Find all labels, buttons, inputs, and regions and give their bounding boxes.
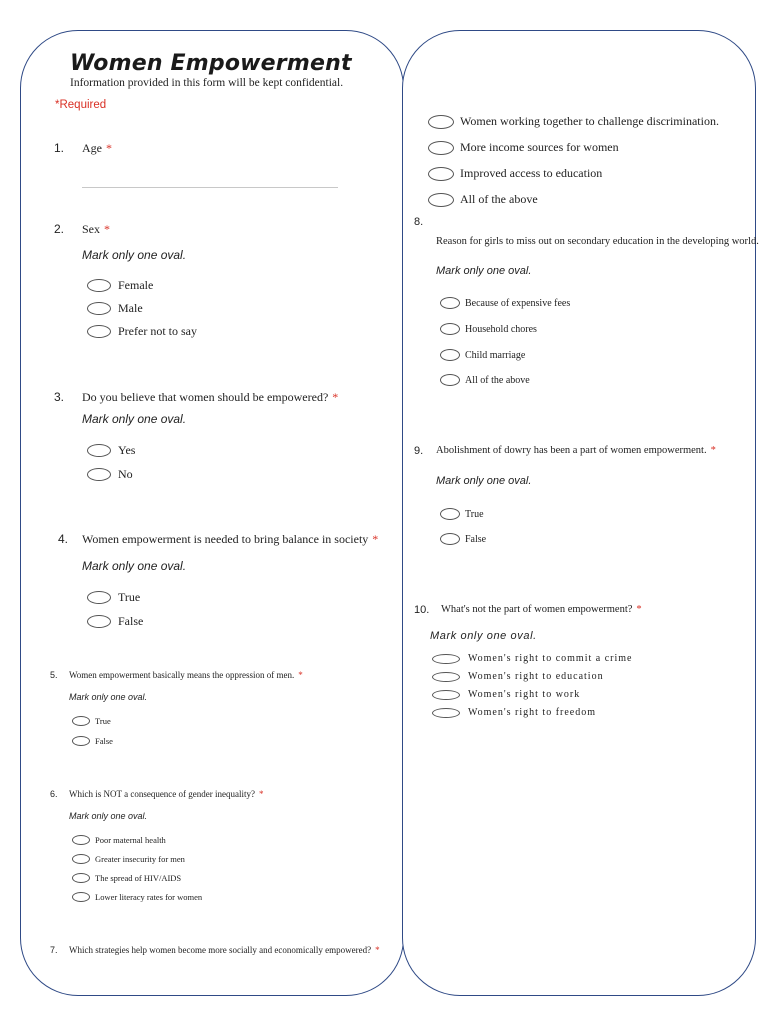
- radio-oval-icon: [87, 302, 111, 315]
- q7-option-all-above[interactable]: All of the above: [428, 192, 538, 207]
- q2-option-male[interactable]: Male: [87, 301, 143, 316]
- radio-oval-icon: [87, 615, 111, 628]
- question-7-number: 7.: [50, 945, 58, 955]
- q2-option-female[interactable]: Female: [87, 278, 153, 293]
- question-5-text: Women empowerment basically means the oppression of men. *: [69, 670, 303, 680]
- radio-oval-icon: [432, 690, 460, 700]
- q3-option-yes[interactable]: Yes: [87, 443, 135, 458]
- question-9-number: 9.: [414, 445, 424, 457]
- question-3-hint: Mark only one oval.: [82, 412, 187, 426]
- radio-oval-icon: [440, 374, 460, 386]
- question-9-text: Abolishment of dowry has been a part of women empowerment. *: [436, 445, 716, 456]
- age-input-field[interactable]: [82, 187, 338, 188]
- radio-oval-icon: [428, 193, 454, 207]
- radio-oval-icon: [72, 892, 90, 902]
- radio-oval-icon: [440, 533, 460, 545]
- question-2-text: Sex *: [82, 222, 110, 236]
- radio-oval-icon: [440, 323, 460, 335]
- radio-oval-icon: [72, 835, 90, 845]
- q7-option-working-together[interactable]: Women working together to challenge discrimination.: [428, 114, 719, 129]
- question-4-text: Women empowerment is needed to bring balance in society *: [82, 532, 379, 546]
- radio-oval-icon: [440, 349, 460, 361]
- radio-oval-icon: [87, 468, 111, 481]
- question-10-hint: Mark only one oval.: [430, 630, 537, 642]
- q10-option-work[interactable]: Women's right to work: [432, 689, 580, 700]
- radio-oval-icon: [440, 297, 460, 309]
- question-4-hint: Mark only one oval.: [82, 559, 187, 573]
- radio-oval-icon: [87, 325, 111, 338]
- q5-option-true[interactable]: True: [72, 716, 111, 726]
- question-6-text: Which is NOT a consequence of gender inequality? *: [69, 789, 264, 799]
- question-1-text: Age *: [82, 141, 112, 155]
- question-10-text: What's not the part of women empowerment? *: [441, 604, 642, 615]
- q9-option-false[interactable]: False: [440, 533, 486, 545]
- question-9-hint: Mark only one oval.: [436, 475, 532, 487]
- question-8-hint: Mark only one oval.: [436, 265, 532, 277]
- form-subtitle: Information provided in this form will be kept confidential.: [70, 77, 344, 89]
- question-6-number: 6.: [50, 789, 58, 799]
- radio-oval-icon: [72, 716, 90, 726]
- radio-oval-icon: [72, 736, 90, 746]
- radio-oval-icon: [87, 279, 111, 292]
- radio-oval-icon: [428, 167, 454, 181]
- radio-oval-icon: [87, 591, 111, 604]
- question-7-text: Which strategies help women become more socially and economically empowered? *: [69, 945, 380, 955]
- radio-oval-icon: [432, 672, 460, 682]
- q6-option-hiv-aids[interactable]: The spread of HIV/AIDS: [72, 873, 181, 883]
- question-4-number: 4.: [58, 532, 69, 546]
- q8-option-household-chores[interactable]: Household chores: [440, 323, 537, 335]
- radio-oval-icon: [432, 708, 460, 718]
- q10-option-freedom[interactable]: Women's right to freedom: [432, 707, 596, 718]
- q8-option-all-above[interactable]: All of the above: [440, 374, 530, 386]
- q2-option-prefer-not[interactable]: Prefer not to say: [87, 324, 197, 339]
- q7-option-income-sources[interactable]: More income sources for women: [428, 140, 619, 155]
- q10-option-education[interactable]: Women's right to education: [432, 671, 604, 682]
- q6-option-insecurity-men[interactable]: Greater insecurity for men: [72, 854, 185, 864]
- question-8-text: Reason for girls to miss out on secondary education in the developing world.: [436, 236, 759, 247]
- q7-option-education-access[interactable]: Improved access to education: [428, 166, 602, 181]
- radio-oval-icon: [428, 115, 454, 129]
- q8-option-child-marriage[interactable]: Child marriage: [440, 349, 525, 361]
- q4-option-true[interactable]: True: [87, 590, 140, 605]
- required-note: *Required: [55, 99, 107, 111]
- q9-option-true[interactable]: True: [440, 508, 484, 520]
- radio-oval-icon: [72, 873, 90, 883]
- question-3-text: Do you believe that women should be empowered? *: [82, 390, 339, 404]
- left-form-panel: [20, 30, 404, 996]
- radio-oval-icon: [440, 508, 460, 520]
- question-8-number: 8.: [414, 216, 424, 228]
- question-2-hint: Mark only one oval.: [82, 248, 187, 262]
- form-title: Women Empowerment: [70, 51, 352, 76]
- question-10-number: 10.: [414, 604, 430, 616]
- q5-option-false[interactable]: False: [72, 736, 113, 746]
- radio-oval-icon: [428, 141, 454, 155]
- q6-option-literacy[interactable]: Lower literacy rates for women: [72, 892, 202, 902]
- question-1-number: 1.: [54, 141, 65, 155]
- question-2-number: 2.: [54, 222, 65, 236]
- q10-option-commit-crime[interactable]: Women's right to commit a crime: [432, 653, 632, 664]
- question-6-hint: Mark only one oval.: [69, 811, 148, 821]
- radio-oval-icon: [432, 654, 460, 664]
- q4-option-false[interactable]: False: [87, 614, 143, 629]
- question-5-number: 5.: [50, 670, 58, 680]
- q6-option-maternal-health[interactable]: Poor maternal health: [72, 835, 166, 845]
- q3-option-no[interactable]: No: [87, 467, 133, 482]
- radio-oval-icon: [72, 854, 90, 864]
- q8-option-expensive-fees[interactable]: Because of expensive fees: [440, 297, 570, 309]
- radio-oval-icon: [87, 444, 111, 457]
- question-5-hint: Mark only one oval.: [69, 692, 148, 702]
- question-3-number: 3.: [54, 390, 65, 404]
